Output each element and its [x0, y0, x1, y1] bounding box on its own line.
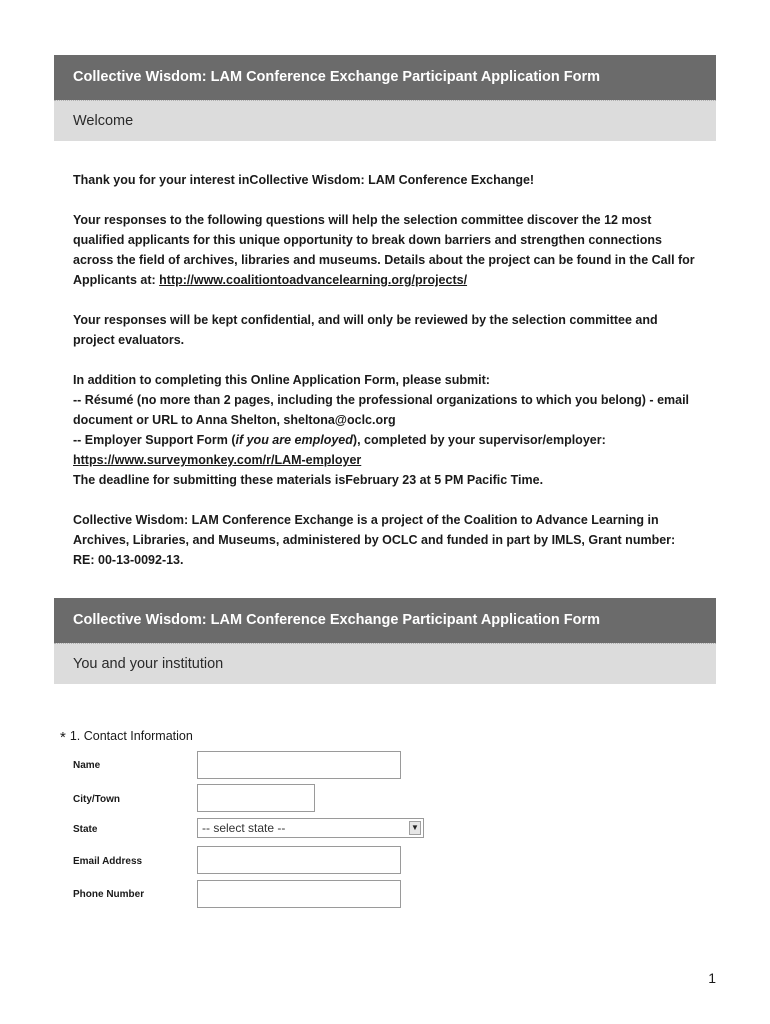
section-title-2: Collective Wisdom: LAM Conference Exchange Participant Application Form [54, 598, 716, 643]
state-select[interactable] [197, 818, 424, 838]
intro-text [73, 170, 698, 590]
section-title: Collective Wisdom: LAM Conference Exchange Participant Application Form [54, 55, 716, 100]
city-input[interactable] [197, 784, 315, 812]
intro-paragraph-responses: Your responses to the following questions will help the selection committee discover the 12 most qualified applicants for this unique opportunity to break down barriers and strengthen connections across the field of archives, libraries and museums. Details about the project can be found in the Call for Applicants at: http://www.coalitiontoadvancelearning.org/projects/ [73, 213, 695, 287]
section-subtitle: Welcome [54, 100, 716, 141]
question-contact-info [60, 727, 193, 744]
name-input[interactable] [197, 751, 401, 779]
email-input[interactable] [197, 846, 401, 874]
employer-form-link[interactable]: https://www.surveymonkey.com/r/LAM-employer [73, 453, 362, 467]
name-label: Name [73, 760, 101, 771]
intro-paragraph-project: Collective Wisdom: LAM Conference Exchange is a project of the Coalition to Advance Learning in Archives, Libraries, and Museums, administered by OCLC and funded in part by IMLS, Grant number: RE: 00-13-0092-13. [73, 513, 676, 567]
intro-paragraph-thanks: Thank you for your interest inCollective Wisdom: LAM Conference Exchange! [73, 173, 535, 187]
intro-paragraph-submit: In addition to completing this Online Application Form, please submit: -- Résumé (no more than 2 pages, including the professional organizations to which you belong) - email document or URL to Anna Shelton, sheltona@oclc.org -- Employer Support Form (if you are employed), completed by your supervisor/employer: https://www.surveymonkey.com/r/LAM-employer The deadline for submitting these materials isFebruary 23 at 5 PM Pacific Time. [73, 373, 690, 487]
email-label: Email Address [73, 856, 143, 867]
city-label: City/Town [73, 794, 121, 805]
question-label: 1. Contact Information [69, 729, 193, 743]
phone-label: Phone Number [73, 889, 145, 900]
intro-paragraph-confidential: Your responses will be kept confidential, and will only be reviewed by the selection committee and project evaluators. [73, 313, 658, 347]
projects-link[interactable]: http://www.coalitiontoadvancelearning.org/projects/ [159, 273, 468, 287]
phone-input[interactable] [197, 880, 401, 908]
dropdown-arrow-icon[interactable]: ▼ [409, 821, 421, 835]
section-subtitle-2: You and your institution [54, 643, 716, 684]
page-number: 1 [708, 970, 716, 986]
required-marker: * [60, 729, 66, 746]
state-select-value: -- select state -- [202, 821, 286, 835]
state-label: State [73, 824, 98, 835]
